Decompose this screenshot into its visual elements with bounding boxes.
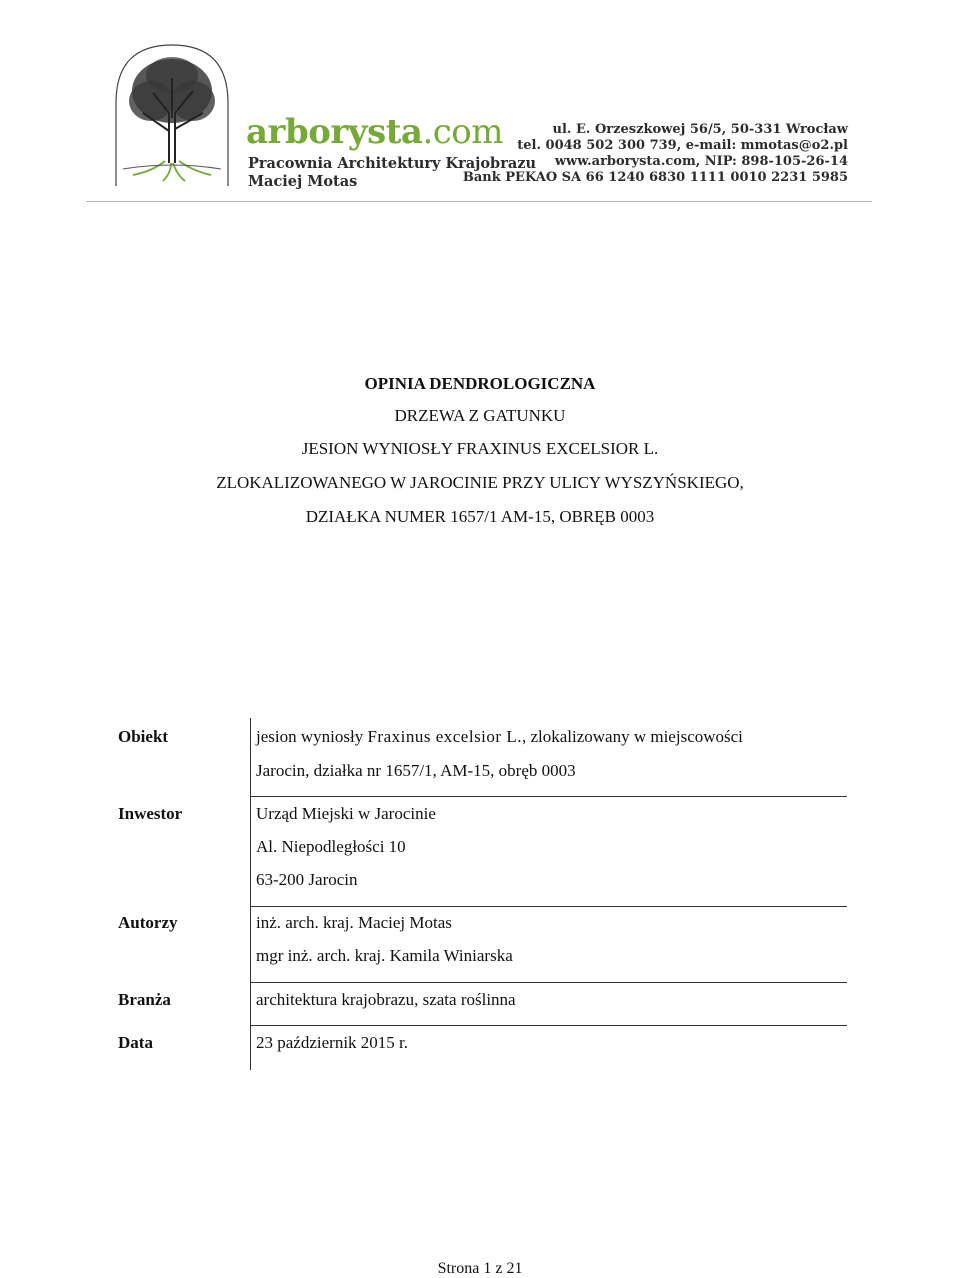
document-title: OPINIA DENDROLOGICZNA xyxy=(364,374,596,393)
obiekt-value-line-2: Jarocin, działka nr 1657/1, AM-15, obręb 0003 xyxy=(256,761,576,780)
inwestor-value-line-3: 63-200 Jarocin xyxy=(256,870,358,889)
inwestor-value-line-1: Urząd Miejski w Jarocinie xyxy=(256,804,436,823)
inwestor-label: Inwestor xyxy=(118,804,183,823)
brand-domain: .com xyxy=(422,112,504,152)
obiekt-species-common: jesion wyniosły xyxy=(256,727,368,746)
brand-main: arborysta xyxy=(246,112,423,152)
company-bank: Bank PEKAO SA 66 1240 6830 1111 0010 2231 5985 xyxy=(462,170,848,185)
row-divider xyxy=(251,1025,847,1026)
company-web-nip: www.arborysta.com, NIP: 898-105-26-14 xyxy=(554,154,848,169)
brand-subtitle: Pracownia Architektury Krajobrazu xyxy=(248,155,537,172)
obiekt-location: , zlokalizowany w miejscowości xyxy=(521,727,743,746)
brand-name xyxy=(246,112,503,152)
branza-value: architektura krajobrazu, szata roślinna xyxy=(256,990,516,1009)
tree-icon xyxy=(113,43,231,188)
page-number: Strona 1 z 21 xyxy=(437,1260,523,1277)
row-divider xyxy=(251,906,847,907)
inwestor-value-line-2: Al. Niepodległości 10 xyxy=(256,837,406,856)
table-vertical-divider xyxy=(250,718,251,1070)
title-line-4: ZLOKALIZOWANEGO W JAROCINIE PRZY ULICY WYSZYŃSKIEGO, xyxy=(216,473,744,492)
row-divider xyxy=(251,796,847,797)
autorzy-value-line-2: mgr inż. arch. kraj. Kamila Winiarska xyxy=(256,946,513,965)
obiekt-label: Obiekt xyxy=(118,727,169,746)
autorzy-label: Autorzy xyxy=(118,913,178,932)
data-value: 23 październik 2015 r. xyxy=(256,1033,409,1052)
row-divider xyxy=(251,982,847,983)
company-phone-email: tel. 0048 502 300 739, e-mail: mmotas@o2.pl xyxy=(517,138,848,153)
title-line-3: JESION WYNIOSŁY FRAXINUS EXCELSIOR L. xyxy=(301,439,659,458)
obiekt-value-line-1 xyxy=(256,727,743,747)
company-address: ul. E. Orzeszkowej 56/5, 50-331 Wrocław xyxy=(552,122,848,137)
data-label: Data xyxy=(118,1033,153,1052)
title-line-5: DZIAŁKA NUMER 1657/1 AM-15, OBRĘB 0003 xyxy=(305,507,655,526)
obiekt-species-latin: Fraxinus excelsior L. xyxy=(367,727,522,746)
header-divider xyxy=(86,201,872,202)
title-line-2: DRZEWA Z GATUNKU xyxy=(394,406,566,425)
tree-in-arch-logo xyxy=(113,43,231,188)
branza-label: Branża xyxy=(118,990,171,1009)
autorzy-value-line-1: inż. arch. kraj. Maciej Motas xyxy=(256,913,452,932)
brand-owner: Maciej Motas xyxy=(248,173,358,190)
